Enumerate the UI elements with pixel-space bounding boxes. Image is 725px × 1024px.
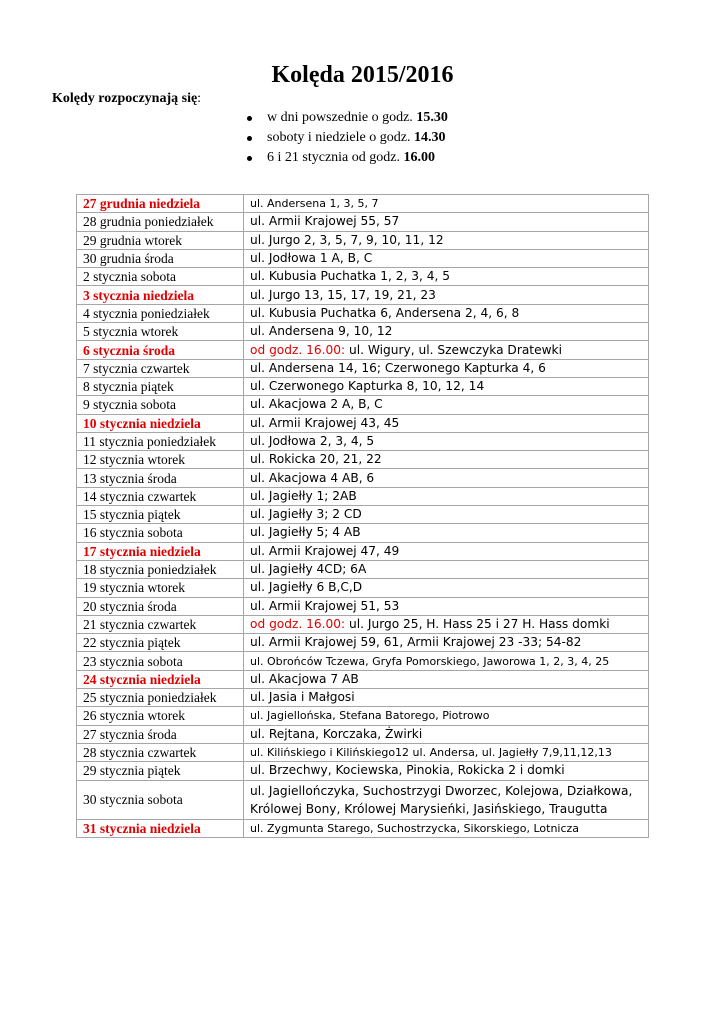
table-row [77,725,649,743]
streets-text: ul. Jagiełły 3; 2 CD [250,507,362,522]
start-time-text: soboty i niedziele o godz. [267,130,414,145]
table-row [77,689,649,707]
streets-text: ul. Brzechwy, Kociewska, Pinokia, Rokicka 2 i domki [250,763,565,778]
visit-streets [244,304,649,322]
table-row [77,359,649,377]
streets-text: ul. Jurgo 25, H. Hass 25 i 27 H. Hass domki [345,616,610,631]
visit-streets [244,524,649,542]
visit-streets [244,762,649,780]
time-note: od godz. 16.00: [250,342,346,357]
streets-text: ul. Jodłowa 2, 3, 4, 5 [250,434,375,448]
streets-text: ul. Akacjowa 7 AB [250,671,359,686]
visit-streets [244,414,649,432]
visit-streets [244,323,649,341]
visit-date: 15 stycznia piątek [77,506,244,524]
visit-date: 7 stycznia czwartek [77,359,244,377]
visit-date: 8 stycznia piątek [77,377,244,395]
table-row [77,451,649,469]
streets-text: ul. Jagiełły 4CD; 6A [250,562,367,577]
streets-text: ul. Rejtana, Korczaka, Żwirki [250,726,423,741]
streets-text: ul. Andersena 1, 3, 5, 7 [250,197,379,211]
streets-text: ul. Wigury, ul. Szewczyka Dratewki [345,342,562,357]
visit-streets [244,689,649,707]
visit-date: 17 stycznia niedziela [77,542,244,560]
visit-date: 25 stycznia poniedziałek [77,689,244,707]
visit-date: 4 stycznia poniedziałek [77,304,244,322]
streets-text: ul. Jasia i Małgosi [250,690,355,705]
visit-date: 19 stycznia wtorek [77,579,244,597]
visit-streets [244,743,649,761]
visit-date: 26 stycznia wtorek [77,707,244,725]
visit-streets [244,725,649,743]
visit-streets [244,579,649,597]
visit-streets [244,652,649,670]
streets-text: ul. Armii Krajowej 43, 45 [250,415,400,430]
start-time-text: 6 i 21 stycznia od godz. [267,150,404,165]
visit-streets [244,597,649,615]
page-title: Kolęda 2015/2016 [271,62,454,88]
streets-text: ul. Zygmunta Starego, Suchostrzycka, Sikorskiego, Lotnicza [250,821,580,835]
streets-text: ul. Kubusia Puchatka 6, Andersena 2, 4, 6, 8 [250,305,520,320]
visit-streets [244,396,649,414]
visit-streets [244,451,649,469]
table-row [77,213,649,231]
visit-date: 3 stycznia niedziela [77,286,244,304]
table-row [77,652,649,670]
streets-text: ul. Czerwonego Kapturka 8, 10, 12, 14 [250,379,485,394]
visit-date: 2 stycznia sobota [77,268,244,286]
streets-text: ul. Jagiełły 6 B,C,D [250,580,363,595]
streets-text: ul. Rokicka 20, 21, 22 [250,452,382,467]
visit-streets [244,487,649,505]
streets-text: ul. Armii Krajowej 47, 49 [250,543,400,558]
visit-streets [244,213,649,231]
table-row [77,579,649,597]
visit-streets [244,268,649,286]
visit-streets [244,286,649,304]
table-row [77,414,649,432]
schedule-body [77,195,649,838]
intro-text [52,91,201,107]
visit-date: 12 stycznia wtorek [77,451,244,469]
start-times-list [246,108,448,168]
streets-text: ul. Akacjowa 4 AB, 6 [250,470,375,485]
visit-date: 6 stycznia środa [77,341,244,359]
table-row [77,469,649,487]
table-row [77,341,649,359]
table-row [77,780,649,819]
table-row [77,670,649,688]
visit-streets [244,195,649,213]
visit-date: 22 stycznia piątek [77,634,244,652]
streets-text: ul. Andersena 9, 10, 12 [250,324,393,339]
table-row [77,615,649,633]
visit-date: 5 stycznia wtorek [77,323,244,341]
visit-streets [244,560,649,578]
visit-streets [244,231,649,249]
table-row [77,506,649,524]
streets-text: ul. Kubusia Puchatka 1, 2, 3, 4, 5 [250,269,450,284]
visit-date: 30 stycznia sobota [77,780,244,819]
streets-text: ul. Andersena 14, 16; Czerwonego Kapturka 4, 6 [250,360,546,375]
start-time-text: w dni powszednie o godz. [267,110,417,125]
visit-date: 11 stycznia poniedziałek [77,432,244,450]
visit-streets [244,359,649,377]
start-time-value: 14.30 [413,130,446,145]
visit-streets [244,377,649,395]
visit-streets [244,432,649,450]
visit-streets [244,819,649,837]
streets-text: ul. Jurgo 13, 15, 17, 19, 21, 23 [250,287,436,302]
visit-streets [244,615,649,633]
table-row [77,268,649,286]
visit-date: 20 stycznia środa [77,597,244,615]
table-row [77,396,649,414]
streets-text: ul. Obrońców Tczewa, Gryfa Pomorskiego, Jaworowa 1, 2, 3, 4, 25 [250,654,610,668]
visit-date: 10 stycznia niedziela [77,414,244,432]
visit-date: 27 stycznia środa [77,725,244,743]
visit-date: 13 stycznia środa [77,469,244,487]
table-row [77,195,649,213]
table-row [77,487,649,505]
streets-text: ul. Jagiellończyka, Suchostrzygi Dworzec, Kolejowa, Działkowa, Królowej Bony, Królowej Marysieńki, Jasińskiego, Traugutta [250,783,633,816]
visit-date: 23 stycznia sobota [77,652,244,670]
start-time-item [246,148,448,168]
visit-date: 9 stycznia sobota [77,396,244,414]
streets-text: ul. Jagiellońska, Stefana Batorego, Piotrowo [250,709,490,723]
visit-streets [244,780,649,819]
visit-streets [244,670,649,688]
visit-date: 16 stycznia sobota [77,524,244,542]
table-row [77,524,649,542]
visit-date: 30 grudnia środa [77,249,244,267]
streets-text: ul. Akacjowa 2 A, B, C [250,397,383,412]
streets-text: ul. Jodłowa 1 A, B, C [250,251,373,266]
table-row [77,323,649,341]
table-row [77,634,649,652]
table-row [77,597,649,615]
visit-date: 28 grudnia poniedziałek [77,213,244,231]
visit-date: 24 stycznia niedziela [77,670,244,688]
visit-date: 14 stycznia czwartek [77,487,244,505]
visit-streets [244,341,649,359]
start-time-item [246,128,448,148]
visit-streets [244,634,649,652]
table-row [77,377,649,395]
table-row [77,542,649,560]
streets-text: ul. Jagiełły 5; 4 AB [250,525,361,540]
visit-date: 21 stycznia czwartek [77,615,244,633]
visit-streets [244,542,649,560]
streets-text: ul. Armii Krajowej 55, 57 [250,214,400,229]
visit-date: 29 stycznia piątek [77,762,244,780]
table-row [77,231,649,249]
table-row [77,304,649,322]
streets-text: ul. Armii Krajowej 59, 61, Armii Krajowej 23 -33; 54-82 [250,635,582,650]
visit-date: 31 stycznia niedziela [77,819,244,837]
visit-date: 27 grudnia niedziela [77,195,244,213]
streets-text: ul. Jagiełły 1; 2AB [250,488,357,503]
table-row [77,286,649,304]
table-row [77,743,649,761]
visit-streets [244,707,649,725]
schedule-table [76,194,649,838]
table-row [77,762,649,780]
visit-streets [244,469,649,487]
table-row [77,249,649,267]
visit-date: 29 grudnia wtorek [77,231,244,249]
table-row [77,707,649,725]
visit-date: 18 stycznia poniedziałek [77,560,244,578]
start-time-item [246,108,448,128]
table-row [77,560,649,578]
table-row [77,432,649,450]
table-row [77,819,649,837]
streets-text: ul. Armii Krajowej 51, 53 [250,598,400,613]
streets-text: ul. Kilińskiego i Kilińskiego12 ul. Andersa, ul. Jagiełły 7,9,11,12,13 [250,746,612,760]
time-note: od godz. 16.00: [250,616,346,631]
start-time-value: 16.00 [403,150,435,165]
intro-label: Kolędy rozpoczynają się [52,91,198,106]
visit-streets [244,249,649,267]
visit-date: 28 stycznia czwartek [77,743,244,761]
start-time-value: 15.30 [416,110,448,125]
visit-streets [244,506,649,524]
intro-colon: : [197,91,202,106]
streets-text: ul. Jurgo 2, 3, 5, 7, 9, 10, 11, 12 [250,232,444,247]
